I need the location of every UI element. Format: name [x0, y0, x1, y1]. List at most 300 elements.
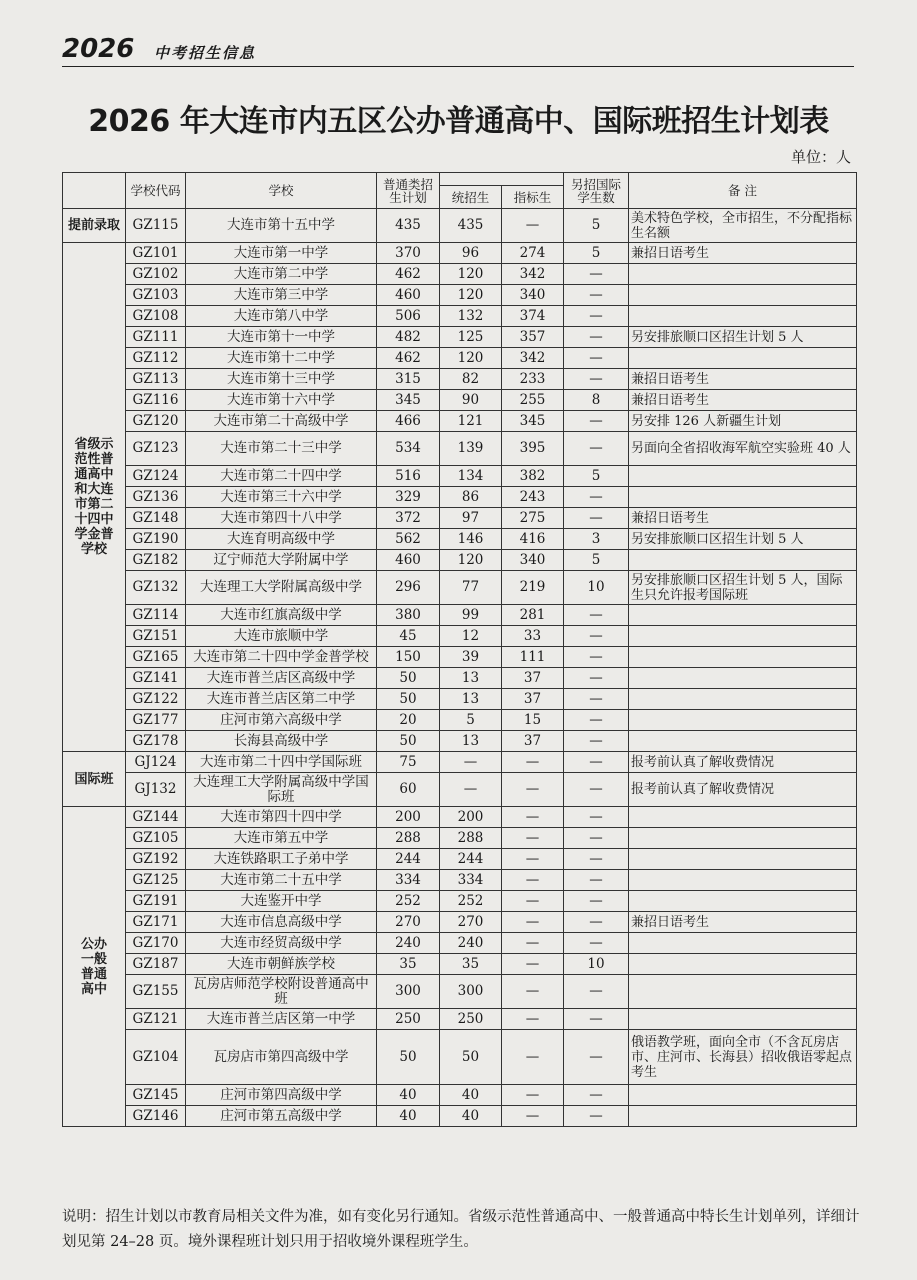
school-cell: 大连市普兰店区高级中学 [186, 668, 377, 689]
note-cell [629, 550, 857, 571]
table-row [63, 849, 857, 870]
unified-cell: 252 [440, 891, 502, 912]
note-cell: 俄语教学班，面向全市（不含瓦房店市、庄河市、长海县）招收俄语零起点考生 [629, 1030, 857, 1085]
code-cell: GZ102 [126, 264, 186, 285]
code-cell: GJ132 [126, 773, 186, 807]
header-group [440, 173, 564, 186]
intl-cell: — [564, 1030, 629, 1085]
school-cell: 大连市第十六中学 [186, 390, 377, 411]
plan-cell: 315 [377, 369, 440, 390]
table-row [63, 529, 857, 550]
plan-cell: 506 [377, 306, 440, 327]
note-cell: 兼招日语考生 [629, 243, 857, 264]
table-row [63, 912, 857, 933]
school-cell: 大连市第二十五中学 [186, 870, 377, 891]
code-cell: GZ112 [126, 348, 186, 369]
code-cell: GZ113 [126, 369, 186, 390]
quota-cell: 340 [502, 550, 564, 571]
school-cell: 大连市第三十六中学 [186, 487, 377, 508]
plan-cell: 460 [377, 550, 440, 571]
school-cell: 大连市第四十八中学 [186, 508, 377, 529]
unified-cell: 250 [440, 1009, 502, 1030]
school-cell: 大连市第二十三中学 [186, 432, 377, 466]
note-cell [629, 1009, 857, 1030]
school-cell: 大连育明高级中学 [186, 529, 377, 550]
table-row [63, 550, 857, 571]
school-cell: 大连市第二中学 [186, 264, 377, 285]
code-cell: GZ191 [126, 891, 186, 912]
quota-cell: 342 [502, 348, 564, 369]
school-cell: 大连市朝鲜族学校 [186, 954, 377, 975]
school-cell: 大连市第十三中学 [186, 369, 377, 390]
code-cell: GZ115 [126, 209, 186, 243]
note-cell: 兼招日语考生 [629, 369, 857, 390]
note-cell [629, 891, 857, 912]
intl-cell: — [564, 731, 629, 752]
code-cell: GZ103 [126, 285, 186, 306]
table-row [63, 1106, 857, 1127]
note-cell: 另安排旅顺口区招生计划 5 人 [629, 529, 857, 550]
school-cell: 大连市第二十高级中学 [186, 411, 377, 432]
unified-cell: 132 [440, 306, 502, 327]
note-cell [629, 647, 857, 668]
school-cell: 大连市第十一中学 [186, 327, 377, 348]
plan-cell: 300 [377, 975, 440, 1009]
note-cell [629, 466, 857, 487]
unified-cell: 435 [440, 209, 502, 243]
code-cell: GZ104 [126, 1030, 186, 1085]
footer-note: 说明：招生计划以市教育局相关文件为准，如有变化另行通知。省级示范性普通高中、一般普通高中特长生计划单列，详细计划见第 24–28 页。境外课程班计划只用于招收境外课程班学生。 [62, 1209, 860, 1250]
table-row [63, 933, 857, 954]
intl-cell: — [564, 912, 629, 933]
table-row [63, 647, 857, 668]
quota-cell: 33 [502, 626, 564, 647]
quota-cell: — [502, 1085, 564, 1106]
code-cell: GJ124 [126, 752, 186, 773]
note-cell [629, 487, 857, 508]
plan-cell: 482 [377, 327, 440, 348]
table-row [63, 508, 857, 529]
header-intl: 另招国际学生数 [564, 173, 629, 209]
quota-cell: 233 [502, 369, 564, 390]
school-cell: 大连市第五中学 [186, 828, 377, 849]
note-cell [629, 933, 857, 954]
school-cell: 庄河市第四高级中学 [186, 1085, 377, 1106]
school-cell: 大连市旅顺中学 [186, 626, 377, 647]
category-cell: 提前录取 [63, 209, 126, 243]
code-cell: GZ132 [126, 571, 186, 605]
table-row [63, 710, 857, 731]
quota-cell: 15 [502, 710, 564, 731]
intl-cell: — [564, 828, 629, 849]
unified-cell: 120 [440, 285, 502, 306]
note-cell: 兼招日语考生 [629, 390, 857, 411]
header-plan: 普通类招生计划 [377, 173, 440, 209]
quota-cell: — [502, 773, 564, 807]
table-row [63, 285, 857, 306]
plan-cell: 240 [377, 933, 440, 954]
note-cell: 另安排 126 人新疆生计划 [629, 411, 857, 432]
intl-cell: — [564, 891, 629, 912]
intl-cell: 8 [564, 390, 629, 411]
quota-cell: 395 [502, 432, 564, 466]
note-cell: 另面向全省招收海军航空实验班 40 人 [629, 432, 857, 466]
plan-cell: 372 [377, 508, 440, 529]
plan-cell: 40 [377, 1106, 440, 1127]
quota-cell: — [502, 912, 564, 933]
unified-cell: — [440, 773, 502, 807]
plan-cell: 462 [377, 348, 440, 369]
school-cell: 大连市第二十四中学 [186, 466, 377, 487]
code-cell: GZ122 [126, 689, 186, 710]
quota-cell: 255 [502, 390, 564, 411]
note-cell [629, 605, 857, 626]
unified-cell: 300 [440, 975, 502, 1009]
unified-cell: 120 [440, 348, 502, 369]
table-row [63, 466, 857, 487]
unit-label: 单位：人 [790, 148, 851, 166]
code-cell: GZ116 [126, 390, 186, 411]
note-cell [629, 668, 857, 689]
intl-cell: — [564, 752, 629, 773]
quota-cell: 342 [502, 264, 564, 285]
school-cell: 大连市第二十四中学金普学校 [186, 647, 377, 668]
table-row [63, 264, 857, 285]
code-cell: GZ136 [126, 487, 186, 508]
note-cell: 兼招日语考生 [629, 508, 857, 529]
note-cell [629, 710, 857, 731]
plan-cell: 50 [377, 1030, 440, 1085]
header-quota: 指标生 [502, 186, 564, 209]
code-cell: GZ190 [126, 529, 186, 550]
plan-cell: 75 [377, 752, 440, 773]
plan-cell: 466 [377, 411, 440, 432]
note-cell: 报考前认真了解收费情况 [629, 773, 857, 807]
table-row [63, 752, 857, 773]
intl-cell: — [564, 306, 629, 327]
intl-cell: 5 [564, 550, 629, 571]
plan-cell: 50 [377, 668, 440, 689]
table-body [63, 209, 857, 1127]
table-row [63, 432, 857, 466]
code-cell: GZ148 [126, 508, 186, 529]
unified-cell: 82 [440, 369, 502, 390]
school-cell: 大连市第八中学 [186, 306, 377, 327]
unified-cell: 125 [440, 327, 502, 348]
quota-cell: — [502, 870, 564, 891]
table-row [63, 605, 857, 626]
school-cell: 大连铁路职工子弟中学 [186, 849, 377, 870]
intl-cell: — [564, 626, 629, 647]
note-cell [629, 689, 857, 710]
note-cell [629, 285, 857, 306]
code-cell: GZ146 [126, 1106, 186, 1127]
quota-cell: — [502, 1030, 564, 1085]
table-row [63, 411, 857, 432]
table-row [63, 870, 857, 891]
note-cell: 报考前认真了解收费情况 [629, 752, 857, 773]
quota-cell: — [502, 954, 564, 975]
code-cell: GZ165 [126, 647, 186, 668]
table-row [63, 954, 857, 975]
plan-cell: 252 [377, 891, 440, 912]
intl-cell: 5 [564, 466, 629, 487]
intl-cell: — [564, 369, 629, 390]
unified-cell: 97 [440, 508, 502, 529]
quota-cell: — [502, 933, 564, 954]
plan-cell: 150 [377, 647, 440, 668]
school-cell: 长海县高级中学 [186, 731, 377, 752]
header-note: 备 注 [629, 173, 857, 209]
table-row [63, 390, 857, 411]
table-row [63, 1009, 857, 1030]
table-row [63, 1030, 857, 1085]
quota-cell: 357 [502, 327, 564, 348]
quota-cell: 281 [502, 605, 564, 626]
plan-cell: 50 [377, 689, 440, 710]
school-cell: 庄河市第六高级中学 [186, 710, 377, 731]
quota-cell: — [502, 891, 564, 912]
quota-cell: 374 [502, 306, 564, 327]
note-cell [629, 807, 857, 828]
quota-cell: 382 [502, 466, 564, 487]
intl-cell: — [564, 807, 629, 828]
table-row [63, 773, 857, 807]
plan-cell: 516 [377, 466, 440, 487]
code-cell: GZ123 [126, 432, 186, 466]
unified-cell: 50 [440, 1030, 502, 1085]
table-row [63, 807, 857, 828]
school-cell: 大连市红旗高级中学 [186, 605, 377, 626]
intl-cell: — [564, 710, 629, 731]
header-subtitle: 中考招生信息 [154, 44, 257, 62]
code-cell: GZ155 [126, 975, 186, 1009]
plan-cell: 460 [377, 285, 440, 306]
school-cell: 大连理工大学附属高级中学国际班 [186, 773, 377, 807]
intl-cell: — [564, 647, 629, 668]
code-cell: GZ108 [126, 306, 186, 327]
code-cell: GZ101 [126, 243, 186, 264]
intl-cell: — [564, 933, 629, 954]
plan-cell: 40 [377, 1085, 440, 1106]
note-cell [629, 870, 857, 891]
unified-cell: — [440, 752, 502, 773]
school-cell: 大连市第一中学 [186, 243, 377, 264]
code-cell: GZ170 [126, 933, 186, 954]
enrollment-plan-table [62, 172, 857, 1127]
table-row [63, 369, 857, 390]
quota-cell: 37 [502, 689, 564, 710]
category-cell: 省级示范性普通高中和大连市第二十四中学金普学校 [63, 243, 126, 752]
plan-cell: 562 [377, 529, 440, 550]
quota-cell: — [502, 849, 564, 870]
table-row [63, 306, 857, 327]
code-cell: GZ121 [126, 1009, 186, 1030]
intl-cell: — [564, 605, 629, 626]
unified-cell: 77 [440, 571, 502, 605]
intl-cell: — [564, 668, 629, 689]
intl-cell: — [564, 1009, 629, 1030]
intl-cell: — [564, 285, 629, 306]
code-cell: GZ114 [126, 605, 186, 626]
note-cell [629, 264, 857, 285]
unified-cell: 90 [440, 390, 502, 411]
intl-cell: — [564, 327, 629, 348]
quota-cell: — [502, 1106, 564, 1127]
quota-cell: — [502, 828, 564, 849]
table-row [63, 1085, 857, 1106]
plan-cell: 334 [377, 870, 440, 891]
note-cell [629, 626, 857, 647]
unified-cell: 334 [440, 870, 502, 891]
intl-cell: — [564, 348, 629, 369]
quota-cell: 37 [502, 668, 564, 689]
quota-cell: 243 [502, 487, 564, 508]
intl-cell: 10 [564, 954, 629, 975]
unified-cell: 5 [440, 710, 502, 731]
quota-cell: 340 [502, 285, 564, 306]
intl-cell: — [564, 264, 629, 285]
note-cell: 美术特色学校，全市招生，不分配指标生名额 [629, 209, 857, 243]
plan-cell: 244 [377, 849, 440, 870]
unified-cell: 244 [440, 849, 502, 870]
plan-cell: 370 [377, 243, 440, 264]
school-cell: 大连市信息高级中学 [186, 912, 377, 933]
school-cell: 大连市经贸高级中学 [186, 933, 377, 954]
intl-cell: — [564, 508, 629, 529]
unified-cell: 200 [440, 807, 502, 828]
plan-cell: 296 [377, 571, 440, 605]
table-row [63, 975, 857, 1009]
quota-cell: 345 [502, 411, 564, 432]
code-cell: GZ125 [126, 870, 186, 891]
header-school: 学校 [186, 173, 377, 209]
intl-cell: 5 [564, 243, 629, 264]
unified-cell: 12 [440, 626, 502, 647]
quota-cell: 416 [502, 529, 564, 550]
code-cell: GZ192 [126, 849, 186, 870]
note-cell [629, 828, 857, 849]
page-title: 2026 年大连市内五区公办普通高中、国际班招生计划表 [88, 104, 829, 139]
table-row [63, 487, 857, 508]
unified-cell: 139 [440, 432, 502, 466]
note-cell [629, 731, 857, 752]
note-cell: 兼招日语考生 [629, 912, 857, 933]
plan-cell: 462 [377, 264, 440, 285]
table-row [63, 209, 857, 243]
code-cell: GZ144 [126, 807, 186, 828]
plan-cell: 270 [377, 912, 440, 933]
note-cell: 另安排旅顺口区招生计划 5 人 [629, 327, 857, 348]
unified-cell: 288 [440, 828, 502, 849]
intl-cell: — [564, 773, 629, 807]
plan-cell: 250 [377, 1009, 440, 1030]
header-code: 学校代码 [126, 173, 186, 209]
plan-cell: 534 [377, 432, 440, 466]
note-cell [629, 348, 857, 369]
unified-cell: 40 [440, 1085, 502, 1106]
code-cell: GZ178 [126, 731, 186, 752]
plan-cell: 35 [377, 954, 440, 975]
quota-cell: 275 [502, 508, 564, 529]
quota-cell: — [502, 1009, 564, 1030]
code-cell: GZ177 [126, 710, 186, 731]
school-cell: 大连市第十五中学 [186, 209, 377, 243]
header-category [63, 173, 126, 209]
table-row [63, 243, 857, 264]
intl-cell: 10 [564, 571, 629, 605]
note-cell [629, 1106, 857, 1127]
school-cell: 大连市第二十四中学国际班 [186, 752, 377, 773]
code-cell: GZ111 [126, 327, 186, 348]
code-cell: GZ120 [126, 411, 186, 432]
intl-cell: — [564, 432, 629, 466]
unified-cell: 121 [440, 411, 502, 432]
plan-cell: 329 [377, 487, 440, 508]
note-cell [629, 306, 857, 327]
intl-cell: — [564, 870, 629, 891]
page-header [62, 34, 854, 67]
plan-cell: 380 [377, 605, 440, 626]
table-row [63, 828, 857, 849]
intl-cell: 3 [564, 529, 629, 550]
intl-cell: — [564, 689, 629, 710]
intl-cell: — [564, 487, 629, 508]
quota-cell: 274 [502, 243, 564, 264]
school-cell: 大连市第三中学 [186, 285, 377, 306]
code-cell: GZ151 [126, 626, 186, 647]
header-unified: 统招生 [440, 186, 502, 209]
header-year: 2026 [62, 34, 135, 64]
code-cell: GZ145 [126, 1085, 186, 1106]
table-row [63, 626, 857, 647]
unified-cell: 240 [440, 933, 502, 954]
school-cell: 大连市普兰店区第二中学 [186, 689, 377, 710]
quota-cell: — [502, 975, 564, 1009]
code-cell: GZ171 [126, 912, 186, 933]
plan-cell: 20 [377, 710, 440, 731]
note-cell [629, 849, 857, 870]
note-cell [629, 1085, 857, 1106]
intl-cell: — [564, 411, 629, 432]
quota-cell: — [502, 209, 564, 243]
unified-cell: 35 [440, 954, 502, 975]
unified-cell: 96 [440, 243, 502, 264]
plan-cell: 45 [377, 626, 440, 647]
unified-cell: 13 [440, 689, 502, 710]
category-cell: 国际班 [63, 752, 126, 807]
unified-cell: 13 [440, 731, 502, 752]
school-cell: 庄河市第五高级中学 [186, 1106, 377, 1127]
intl-cell: — [564, 849, 629, 870]
plan-cell: 200 [377, 807, 440, 828]
unified-cell: 86 [440, 487, 502, 508]
unified-cell: 120 [440, 550, 502, 571]
code-cell: GZ187 [126, 954, 186, 975]
intl-cell: — [564, 975, 629, 1009]
intl-cell: — [564, 1106, 629, 1127]
quota-cell: — [502, 807, 564, 828]
school-cell: 辽宁师范大学附属中学 [186, 550, 377, 571]
code-cell: GZ141 [126, 668, 186, 689]
code-cell: GZ105 [126, 828, 186, 849]
unified-cell: 120 [440, 264, 502, 285]
unified-cell: 146 [440, 529, 502, 550]
quota-cell: 219 [502, 571, 564, 605]
quota-cell: 37 [502, 731, 564, 752]
school-cell: 大连市普兰店区第一中学 [186, 1009, 377, 1030]
unified-cell: 270 [440, 912, 502, 933]
